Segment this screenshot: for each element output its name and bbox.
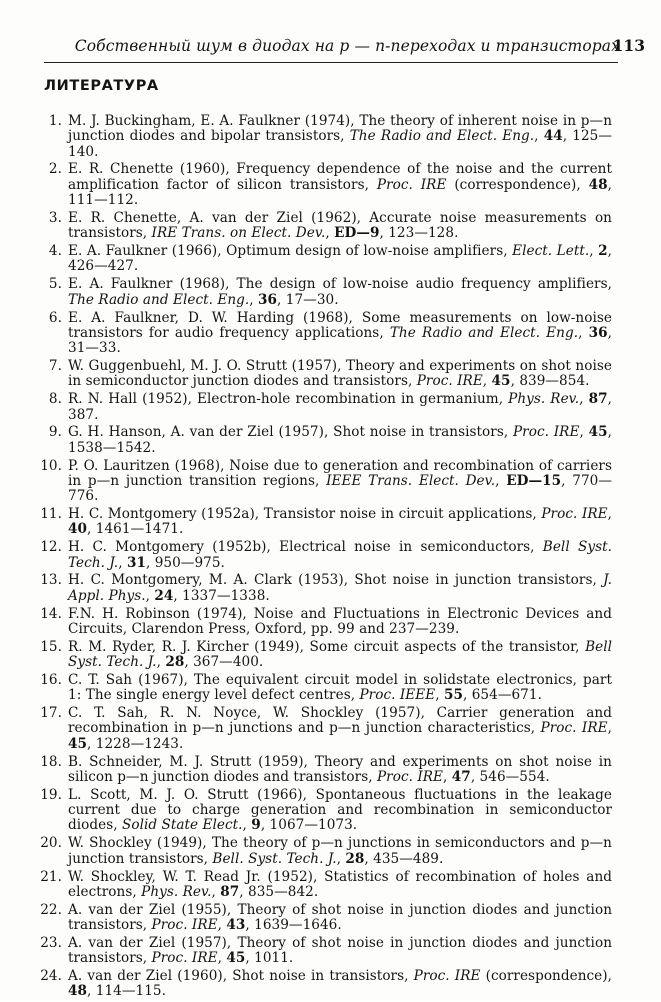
reference-list [40,113,613,1002]
volume-number: 87 [588,391,608,408]
reference-segment: , 1067—1073. [260,817,358,834]
reference-text [68,902,612,933]
reference-text [68,869,612,900]
journal-title: Elect. Lett. [512,243,590,260]
reference-segment: , [211,883,221,900]
journal-title: The Radio and Elect. Eng. [389,324,579,341]
reference-item [40,705,612,752]
reference-segment: , [589,243,599,260]
journal-title: Proc. IRE [416,373,483,390]
reference-item [40,605,612,638]
journal-title: Proc. IRE [151,950,218,967]
reference-segment: E. A. Faulkner, D. W. Harding (1968), Some measurements on low-noise transistors for audio frequency applications, [68,309,612,341]
volume-number: 36 [258,291,278,308]
page-number: 113 [612,36,645,55]
reference-text [68,243,612,274]
reference-segment: , 1461—1471. [87,521,184,538]
reference-item [40,457,612,505]
reference-segment: E. R. Chenette, A. van der Ziel (1962), Accurate noise measurements on transistors, [68,209,612,242]
reference-number: 20. [40,835,62,852]
reference-segment: G. H. Hanson, A. van der Ziel (1957), Shot noise in transistors, [68,424,513,441]
reference-text [68,606,612,637]
reference-segment: E. A. Faulkner (1968), The design of low-noise audio frequency amplifiers, [68,276,612,293]
journal-title: Bell Syst. Tech. J. [68,539,612,571]
journal-title: The Radio and Elect. Eng. [68,291,250,308]
reference-segment: , 435—489. [364,850,444,867]
reference-segment: , [579,424,589,441]
reference-number: 11. [40,506,62,523]
reference-number: 13. [40,572,62,589]
reference-number: 6. [48,309,62,326]
reference-segment: , 1639—1646. [245,917,342,934]
reference-text [68,639,612,670]
volume-number: 48 [588,176,608,193]
reference-number: 4. [48,243,62,260]
reference-number: 24. [40,968,62,985]
reference-item [44,244,612,275]
reference-segment: , [482,373,492,390]
section-title: ЛИТЕРАТУРА [44,78,159,94]
reference-segment: H. C. Montgomery (1952b), Electrical noise in semiconductors, [68,539,543,556]
reference-number: 16. [40,672,62,688]
reference-segment: A. van der Ziel (1960), Shot noise in transistors, [68,968,414,985]
journal-title: Proc. IRE [376,768,444,785]
reference-segment: , [579,391,589,408]
reference-segment: P. O. Lauritzen (1968), Noise due to generation and recombination of carriers in p—n junction transition regions, [68,457,612,489]
volume-number: 28 [165,654,185,671]
reference-segment: H. C. Montgomery, M. A. Clark (1953), Shot noise in junction transistors, [68,572,604,589]
reference-segment: , 31—33. [68,324,612,357]
reference-text [68,835,612,866]
journal-title: Proc. IRE [541,506,608,523]
reference-segment: , 950—975. [145,554,225,571]
reference-segment: F.N. H. Robinson (1974), Noise and Fluctuations in Electronic Devices and Circuits, Clarendon Press, Oxford, pp. 99 and 237—239. [68,605,612,637]
reference-number: 23. [40,934,62,951]
reference-text [68,672,612,703]
reference-segment: , [443,768,452,785]
reference-item [44,392,612,423]
reference-item [44,425,612,456]
volume-number: ED—15 [506,472,562,489]
reference-text [68,113,612,160]
reference-segment: W. Shockley (1949), The theory of p—n junctions in semiconductors and p—n junction transistors, [68,835,612,867]
reference-segment: (correspondence), [480,968,612,985]
reference-item [44,114,612,160]
reference-item [40,901,612,934]
reference-segment: , [336,850,346,867]
reference-number: 19. [40,786,62,803]
volume-number: 47 [451,768,471,785]
reference-segment: , [435,687,444,704]
reference-segment: A. van der Ziel (1957), Theory of shot noise in junction diodes and junction transistors, [68,934,612,967]
reference-segment: , [118,554,127,571]
reference-number: 5. [48,276,62,293]
journal-title: Proc. IRE [413,968,481,985]
reference-item [40,934,612,967]
reference-segment: , [242,817,252,834]
reference-item [40,868,612,901]
reference-segment: H. C. Montgomery (1952a), Transistor noise in circuit applications, [68,506,542,523]
reference-segment: , 125—140. [68,128,612,160]
reference-segment: , 367—400. [184,654,264,671]
reference-number: 18. [40,753,62,770]
reference-item [40,572,612,604]
reference-segment: (correspondence), [446,176,589,193]
reference-number: 1. [48,113,62,129]
journal-title: IRE Trans. on Elect. Dev. [151,225,326,242]
reference-segment: , [145,587,155,604]
volume-number: 45 [226,950,246,967]
reference-segment: , 111—112. [68,176,613,209]
reference-segment: , [607,720,612,737]
reference-segment: , [607,506,612,523]
reference-segment: B. Schneider, M. J. Strutt (1959), Theory and experiments on shot noise in silicon p—n junction diodes and transistors, [68,753,612,785]
reference-segment: A. van der Ziel (1955), Theory of shot noise in junction diodes and junction transistors, [68,901,612,934]
reference-segment: , [156,654,166,671]
reference-item [44,211,612,242]
reference-segment: , 1011. [245,950,294,967]
reference-item [40,968,612,1000]
volume-number: 43 [226,917,246,934]
journal-title: Proc. IRE [540,720,608,737]
reference-number: 3. [48,209,62,226]
volume-number: 31 [126,554,146,571]
volume-number: 24 [154,587,174,604]
reference-segment: R. M. Ryder, R. J. Kircher (1949), Some circuit aspects of the transistor, [68,638,586,655]
journal-title: J. Appl. Phys. [68,572,612,604]
journal-title: IEEE Trans. Elect. Dev. [326,472,496,489]
reference-text [68,754,612,785]
reference-segment: C. T. Sah (1967), The equivalent circuit model in solidstate electronics, part 1: The single energy level defect centres, [68,672,612,704]
reference-text [68,506,612,537]
reference-segment: , 835—842. [239,883,319,900]
reference-item [44,359,612,390]
reference-number: 10. [40,457,62,474]
reference-number: 17. [40,705,62,722]
reference-text [68,210,612,241]
reference-segment: , 387. [68,391,612,423]
reference-text [68,424,612,455]
journal-title: Proc. IRE [512,424,580,441]
journal-title: Bell. Syst. Tech. J. [212,850,337,867]
reference-number: 12. [40,539,62,556]
reference-item [40,638,612,671]
volume-number: 45 [68,735,88,752]
journal-title: Proc. IRE [376,176,447,193]
reference-text [68,968,612,999]
reference-text [68,458,612,505]
reference-segment: , 654—671. [462,687,542,704]
reference-text [68,705,612,752]
reference-segment: R. N. Hall (1952), Electron-hole recombination in germanium, [68,391,509,408]
reference-segment: L. Scott, M. J. O. Strutt (1966), Spontaneous fluctuations in the leakage current due to charge generation and recombination in semiconductor diodes, [68,786,612,834]
volume-number: ED—9 [334,225,380,242]
volume-number: 48 [68,983,88,1000]
reference-item [40,672,612,704]
reference-segment: E. R. Chenette (1960), Frequency dependence of the noise and the current amplification factor of silicon transistors, [68,161,612,193]
reference-segment: , 426—427. [68,243,613,275]
reference-number: 14. [40,605,62,622]
reference-text [68,161,612,208]
header-rule [44,62,618,63]
reference-number: 7. [48,358,62,375]
reference-text [68,572,612,603]
volume-number: 87 [220,883,240,900]
reference-segment: , 839—854. [510,373,590,390]
reference-segment: , 17—30. [277,291,339,308]
reference-segment: , [217,917,227,934]
reference-number: 2. [48,161,62,178]
journal-title: Bell Syst. Tech. J. [68,638,612,671]
journal-title: Proc. IEEE [359,687,436,704]
journal-title: Solid State Elect. [122,817,243,834]
reference-item [44,311,612,357]
volume-number: 40 [68,521,88,538]
reference-text [68,787,612,834]
reference-segment: , 1228—1243. [87,735,184,752]
reference-text [68,358,612,389]
reference-segment: W. Shockley, W. T. Read Jr. (1952), Statistics of recombination of holes and electrons, [68,868,612,900]
reference-segment: , [534,128,544,145]
reference-segment: M. J. Buckingham, E. A. Faulkner (1974), The theory of inherent noise in p—n junction diodes and bipolar transistors, [68,113,612,145]
reference-segment: , 770—776. [68,472,612,505]
reference-number: 21. [40,868,62,885]
journal-title: Phys. Rev. [508,391,580,408]
reference-segment: , 1337—1338. [173,587,270,604]
volume-number: 2 [598,243,608,260]
journal-title: Phys. Rev. [141,883,212,900]
volume-number: 9 [251,817,261,834]
volume-number: 44 [543,128,563,145]
reference-text [68,391,612,422]
volume-number: 55 [443,687,463,704]
running-title: Собственный шум в диодах на p — n-переходах и транзисторах [74,37,620,55]
reference-segment: C. T. Sah, R. N. Noyce, W. Shockley (1957), Carrier generation and recombination in p—n junctions and p—n junction characteristics, [68,705,612,737]
reference-segment: E. A. Faulkner (1966), Optimum design of low-noise amplifiers, [68,243,513,260]
reference-text [68,310,612,357]
journal-title: Proc. IRE [151,917,218,934]
reference-text [68,935,612,966]
reference-item [40,753,612,786]
reference-item [40,506,612,538]
reference-number: 8. [48,391,62,408]
reference-segment: , [249,291,259,308]
reference-segment: , 114—115. [87,983,166,1000]
volume-number: 28 [345,850,365,867]
reference-segment: , 546—554. [470,768,550,785]
volume-number: 45 [491,373,511,390]
reference-segment: , [325,225,335,242]
volume-number: 45 [588,424,608,441]
reference-item [44,277,612,308]
reference-item [40,786,612,834]
journal-title: The Radio and Elect. Eng. [349,128,535,145]
reference-segment: , [217,950,227,967]
reference-segment: , [578,324,589,341]
volume-number: 36 [588,324,608,341]
reference-segment: , 123—128. [379,225,459,242]
reference-item [40,539,612,571]
reference-text [68,539,612,570]
reference-segment: , 1538—1542. [68,424,612,456]
reference-text [68,276,612,307]
reference-segment: , [495,472,507,489]
reference-item [44,162,612,208]
reference-segment: W. Guggenbuehl, M. J. O. Strutt (1957), Theory and experiments on shot noise in semiconductor junction diodes and transistors, [68,358,612,390]
reference-number: 22. [40,901,62,918]
reference-item [40,835,612,867]
reference-number: 15. [40,638,62,655]
reference-number: 9. [48,424,62,441]
